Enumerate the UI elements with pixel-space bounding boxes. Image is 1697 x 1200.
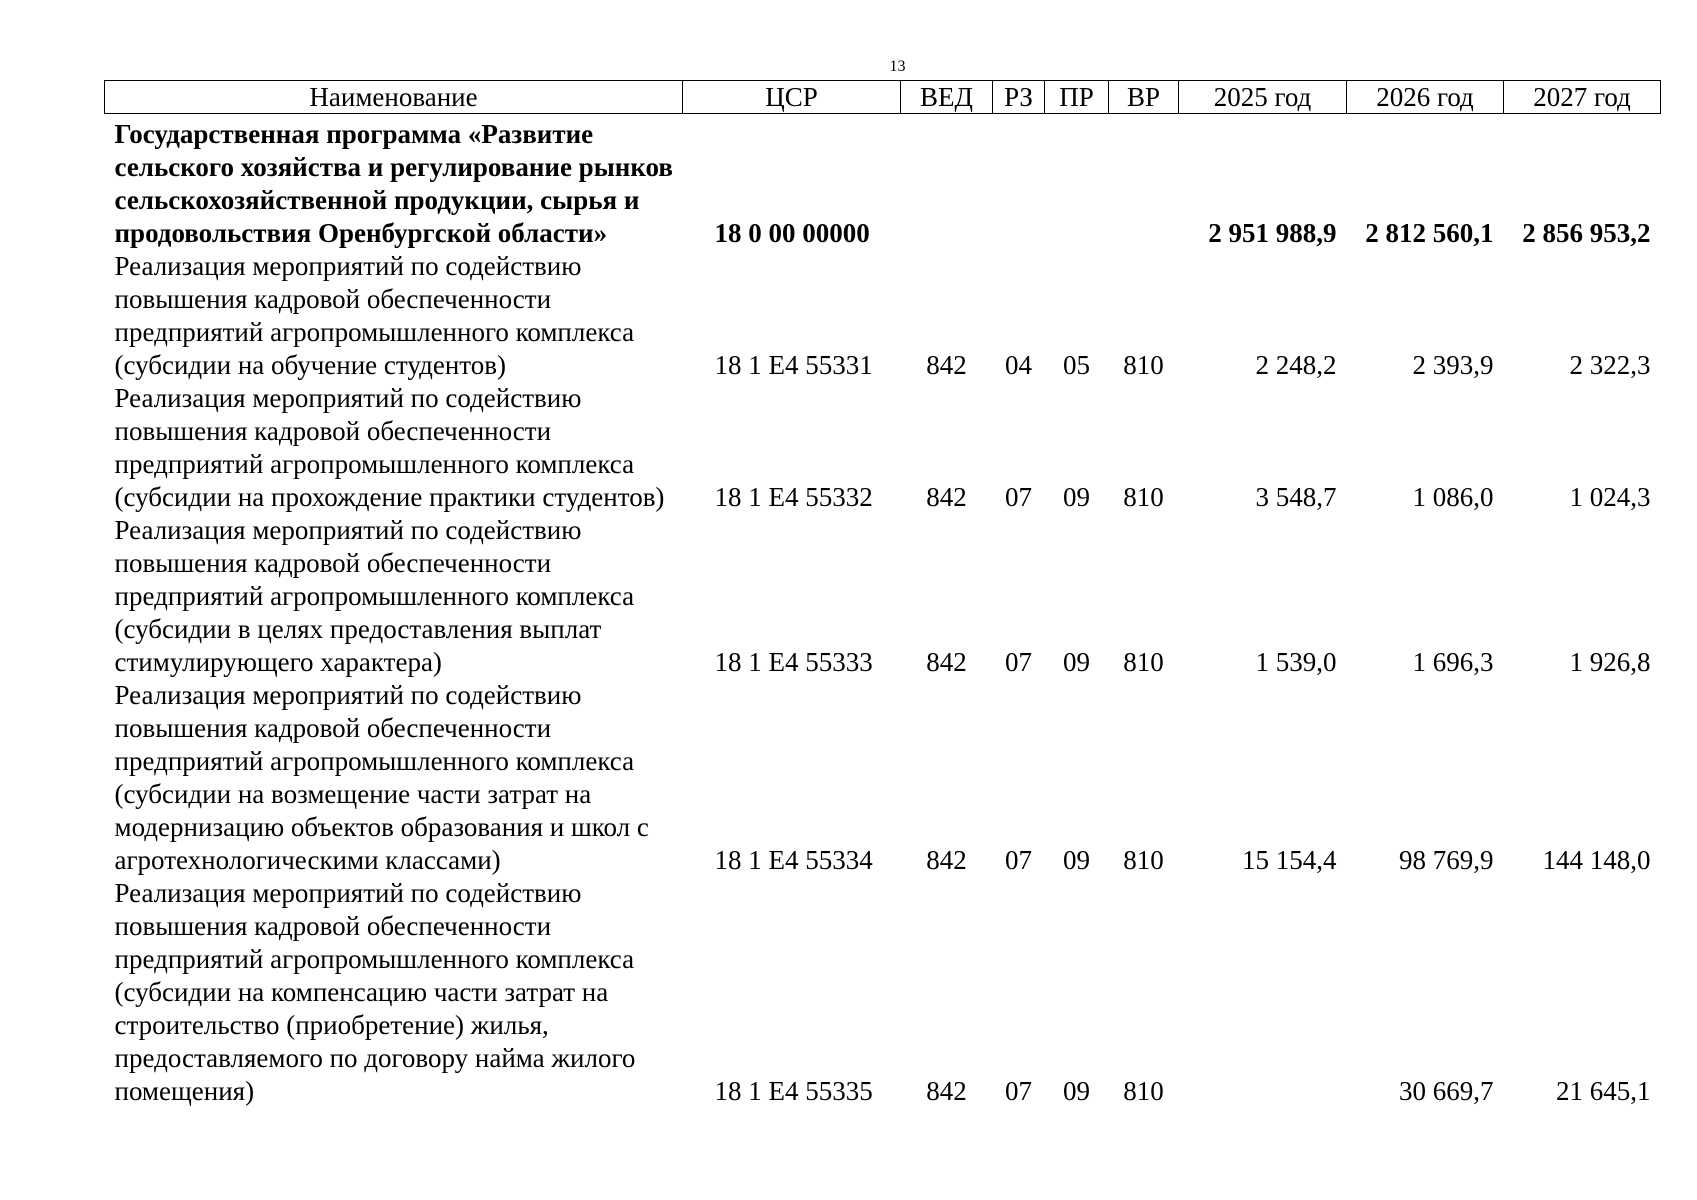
row-2026: 1 086,0 (1412, 482, 1494, 512)
row-name: Реализация мероприятий по содействию повышения кадровой обеспеченности предприятий агропромышленного комплекса (субсидии на возмещение части затрат на модернизацию объектов образования и школ с агротехнологическими классами) (114, 680, 649, 875)
row-pr (1045, 114, 1109, 251)
row-csr: 18 1 Е4 55335 (714, 1076, 873, 1106)
row-name: Государственная программа «Развитие сельского хозяйства и регулирование рынков сельскохозяйственной продукции, сырья и продовольствия Оренбургской области» (114, 119, 673, 248)
header-ved: ВЕД (901, 81, 993, 114)
row-2026: 98 769,9 (1399, 845, 1494, 875)
row-2025: 3 548,7 (1255, 482, 1337, 512)
table-header (105, 81, 1661, 114)
header-vr: ВР (1109, 81, 1179, 114)
header-row (105, 81, 1661, 114)
header-pr: ПР (1045, 81, 1109, 114)
row-2025: 2 951 988,9 (1208, 218, 1337, 248)
row-2027: 21 645,1 (1556, 1076, 1651, 1106)
row-vr: 810 (1123, 1076, 1164, 1106)
row-2026: 30 669,7 (1399, 1076, 1494, 1106)
header-2025: 2025 год (1179, 81, 1347, 114)
header-rz: РЗ (993, 81, 1045, 114)
table-row (105, 382, 1661, 514)
row-2027: 144 148,0 (1542, 845, 1651, 875)
row-csr: 18 1 Е4 55332 (714, 482, 873, 512)
row-vr: 810 (1123, 350, 1164, 380)
row-pr: 09 (1063, 845, 1090, 875)
row-2026: 2 393,9 (1412, 350, 1494, 380)
row-name: Реализация мероприятий по содействию повышения кадровой обеспеченности предприятий агропромышленного комплекса (субсидии на обучение студентов) (114, 251, 635, 380)
row-2025: 15 154,4 (1242, 845, 1337, 875)
row-rz: 07 (1005, 1076, 1032, 1106)
table-row (105, 250, 1661, 382)
row-ved: 842 (926, 350, 967, 380)
row-2025: 2 248,2 (1255, 350, 1337, 380)
row-ved: 842 (926, 647, 967, 677)
row-name: Реализация мероприятий по содействию повышения кадровой обеспеченности предприятий агропромышленного комплекса (субсидии на компенсацию части затрат на строительство (приобретение) жилья, предоставляемого по договору найма жилого помещения) (114, 878, 636, 1106)
header-2026: 2026 год (1347, 81, 1504, 114)
table-row (105, 679, 1661, 877)
row-ved: 842 (926, 1076, 967, 1106)
row-2027: 1 024,3 (1569, 482, 1651, 512)
row-rz (993, 114, 1045, 251)
row-name: Реализация мероприятий по содействию повышения кадровой обеспеченности предприятий агропромышленного комплекса (субсидии в целях предоставления выплат стимулирующего характера) (114, 515, 635, 677)
row-2027: 2 856 953,2 (1522, 218, 1651, 248)
row-ved: 842 (926, 482, 967, 512)
header-name: Наименование (105, 81, 683, 114)
row-2026: 1 696,3 (1412, 647, 1494, 677)
row-vr: 810 (1123, 482, 1164, 512)
table-body (105, 114, 1661, 1109)
row-pr: 09 (1063, 482, 1090, 512)
row-2026: 2 812 560,1 (1365, 218, 1494, 248)
row-ved: 842 (926, 845, 967, 875)
row-vr (1109, 114, 1179, 251)
row-pr: 09 (1063, 1076, 1090, 1106)
page-number: 13 (889, 58, 906, 75)
row-csr: 18 1 Е4 55333 (714, 647, 873, 677)
row-csr: 18 0 00 00000 (714, 218, 870, 248)
table-row (105, 877, 1661, 1108)
row-pr: 05 (1063, 350, 1090, 380)
budget-table (104, 80, 1661, 1108)
row-rz: 07 (1005, 482, 1032, 512)
table-row-program-total (105, 114, 1661, 251)
row-name: Реализация мероприятий по содействию повышения кадровой обеспеченности предприятий агропромышленного комплекса (субсидии на прохождение практики студентов) (114, 383, 665, 512)
row-csr: 18 1 Е4 55331 (714, 350, 873, 380)
row-2027: 1 926,8 (1569, 647, 1651, 677)
table-row (105, 514, 1661, 679)
row-vr: 810 (1123, 647, 1164, 677)
row-2025 (1179, 877, 1347, 1108)
row-rz: 07 (1005, 845, 1032, 875)
row-ved (901, 114, 993, 251)
row-vr: 810 (1123, 845, 1164, 875)
row-rz: 04 (1005, 350, 1032, 380)
row-2027: 2 322,3 (1569, 350, 1651, 380)
row-2025: 1 539,0 (1255, 647, 1337, 677)
header-csr: ЦСР (683, 81, 901, 114)
row-pr: 09 (1063, 647, 1090, 677)
row-csr: 18 1 Е4 55334 (714, 845, 873, 875)
row-rz: 07 (1005, 647, 1032, 677)
header-2027: 2027 год (1504, 81, 1661, 114)
